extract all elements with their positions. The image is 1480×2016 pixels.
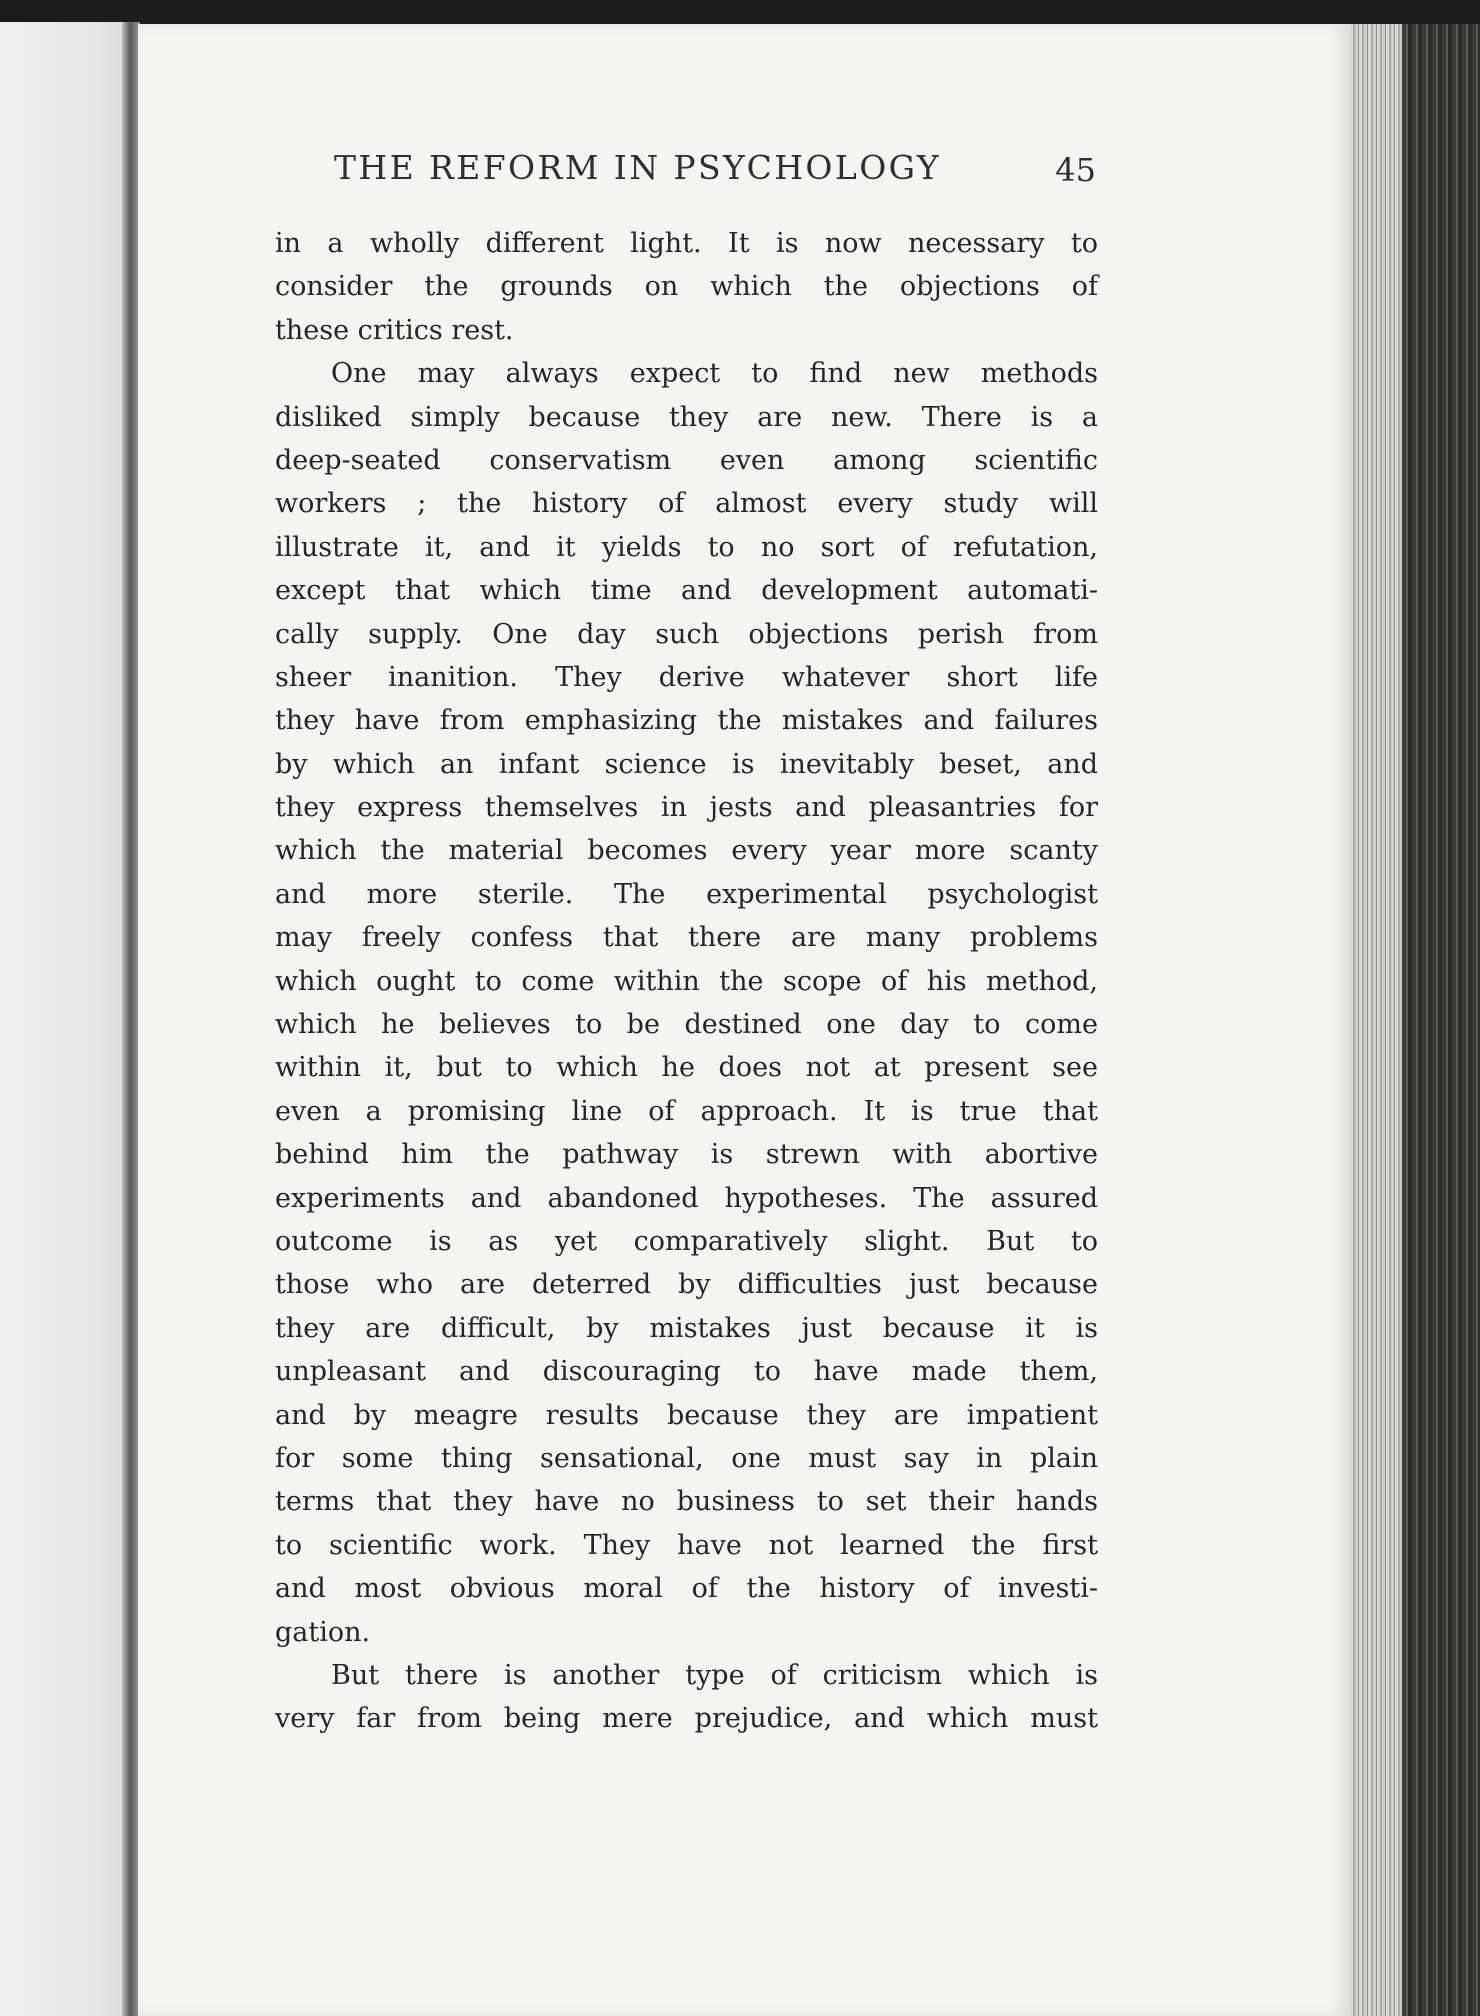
page-number: 45 <box>1055 151 1096 189</box>
text-line: One may always expect to find new methods <box>331 358 1098 390</box>
text-line: sheer inanition. They derive whatever short life <box>275 661 1098 693</box>
text-line: and more sterile. The experimental psychologist <box>275 878 1098 910</box>
text-line: they have from emphasizing the mistakes and failures <box>275 705 1098 737</box>
text-line: and by meagre results because they are impatient <box>275 1399 1098 1431</box>
text-line: which the material becomes every year more scanty <box>275 835 1098 867</box>
text-line: very far from being mere prejudice, and which must <box>275 1703 1098 1735</box>
text-line: disliked simply because they are new. There is a <box>275 401 1098 433</box>
text-line: terms that they have no business to set their hands <box>275 1486 1098 1518</box>
page-header <box>334 148 1096 198</box>
text-line: consider the grounds on which the objections of <box>275 271 1098 303</box>
text-line: may freely confess that there are many problems <box>275 922 1098 954</box>
text-line: which ought to come within the scope of his method, <box>275 965 1098 997</box>
text-line: these critics rest. <box>275 314 514 346</box>
text-line: except that which time and development automati- <box>275 575 1098 607</box>
facing-page-edge <box>0 22 136 2016</box>
text-line: by which an infant science is inevitably beset, and <box>275 748 1098 780</box>
text-line: in a wholly different light. It is now necessary to <box>275 228 1098 259</box>
text-line: behind him the pathway is strewn with abortive <box>275 1139 1098 1171</box>
text-line: to scientific work. They have not learned the first <box>275 1529 1098 1561</box>
text-line: illustrate it, and it yields to no sort of refutation, <box>275 531 1098 563</box>
text-line: outcome is as yet comparatively slight. But to <box>275 1225 1098 1257</box>
text-line: workers ; the history of almost every study will <box>275 488 1098 520</box>
text-line: which he believes to be destined one day to come <box>275 1009 1098 1041</box>
text-line: cally supply. One day such objections perish from <box>275 618 1098 650</box>
running-title: THE REFORM IN PSYCHOLOGY <box>334 148 942 187</box>
text-line: experiments and abandoned hypotheses. The assured <box>275 1182 1098 1214</box>
text-line: But there is another type of criticism which is <box>331 1659 1098 1691</box>
text-line: even a promising line of approach. It is true that <box>275 1095 1098 1127</box>
text-line: and most obvious moral of the history of investi- <box>275 1573 1098 1605</box>
text-line: for some thing sensational, one must say in plain <box>275 1442 1098 1474</box>
text-line: unpleasant and discouraging to have made them, <box>275 1356 1098 1388</box>
body-text <box>275 222 1098 1741</box>
text-line: gation. <box>275 1616 371 1648</box>
text-line: deep-seated conservatism even among scientific <box>275 444 1098 476</box>
text-line: those who are deterred by difficulties just because <box>275 1269 1098 1301</box>
page-block-edges <box>1350 24 1480 2016</box>
text-line: they are difficult, by mistakes just because it is <box>275 1312 1098 1344</box>
text-line: within it, but to which he does not at present see <box>275 1052 1098 1084</box>
text-line: they express themselves in jests and pleasantries for <box>275 792 1098 824</box>
